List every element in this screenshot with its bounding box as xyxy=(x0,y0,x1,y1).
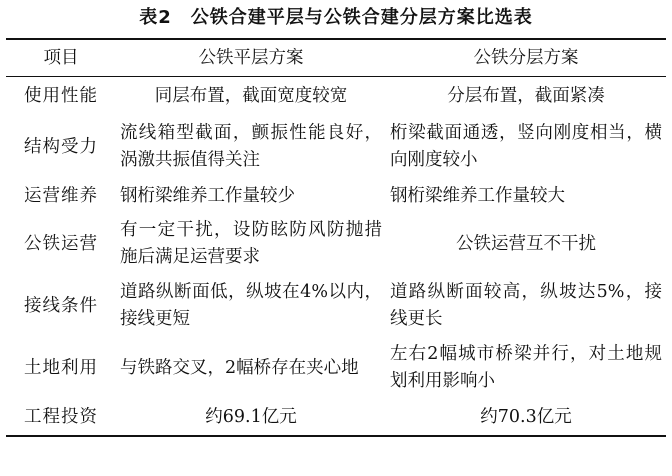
table-header-row xyxy=(6,39,666,77)
table-row xyxy=(6,275,666,337)
layered-scheme-cell: 桁梁截面通透，竖向刚度相当，横向刚度较小 xyxy=(390,123,662,170)
row-item: 工程投资 xyxy=(24,406,98,427)
table-row xyxy=(6,179,666,213)
header-layered-scheme: 公铁分层方案 xyxy=(473,47,579,68)
flat-scheme-cell: 与铁路交叉，2幅桥存在夹心地 xyxy=(120,357,359,378)
row-item: 使用性能 xyxy=(24,85,98,106)
table-row xyxy=(6,399,666,436)
row-item: 公铁运营 xyxy=(24,233,98,254)
row-item: 结构受力 xyxy=(24,136,98,157)
layered-scheme-cell: 钢桁梁维养工作量较大 xyxy=(390,185,565,206)
table-row xyxy=(6,337,666,399)
flat-scheme-cell: 流线箱型截面，颤振性能良好，涡激共振值得关注 xyxy=(120,123,382,170)
flat-scheme-cell: 钢桁梁维养工作量较少 xyxy=(120,185,295,206)
table-caption: 表2 公铁合建平层与公铁合建分层方案比选表 xyxy=(139,7,533,28)
layered-scheme-cell: 约70.3亿元 xyxy=(480,406,572,427)
layered-scheme-cell: 分层布置，截面紧凑 xyxy=(447,85,605,106)
header-flat-scheme: 公铁平层方案 xyxy=(198,47,304,68)
header-item: 项目 xyxy=(43,47,79,68)
table-row xyxy=(6,77,666,116)
layered-scheme-cell: 左右2幅城市桥梁并行，对土地规划利用影响小 xyxy=(390,344,662,391)
flat-scheme-cell: 同层布置，截面宽度较宽 xyxy=(154,85,348,106)
table-row xyxy=(6,213,666,275)
comparison-table xyxy=(6,38,666,437)
row-item: 运营维养 xyxy=(24,185,98,206)
flat-scheme-cell: 约69.1亿元 xyxy=(205,406,297,427)
layered-scheme-cell: 公铁运营互不干扰 xyxy=(456,233,596,254)
layered-scheme-cell: 道路纵断面较高，纵坡达5%，接线更长 xyxy=(390,282,662,329)
row-item: 接线条件 xyxy=(24,295,98,316)
table-row xyxy=(6,115,666,179)
flat-scheme-cell: 有一定干扰，设防眩防风防抛措施后满足运营要求 xyxy=(120,220,382,267)
row-item: 土地利用 xyxy=(24,357,98,378)
flat-scheme-cell: 道路纵断面低，纵坡在4%以内，接线更短 xyxy=(120,282,382,329)
